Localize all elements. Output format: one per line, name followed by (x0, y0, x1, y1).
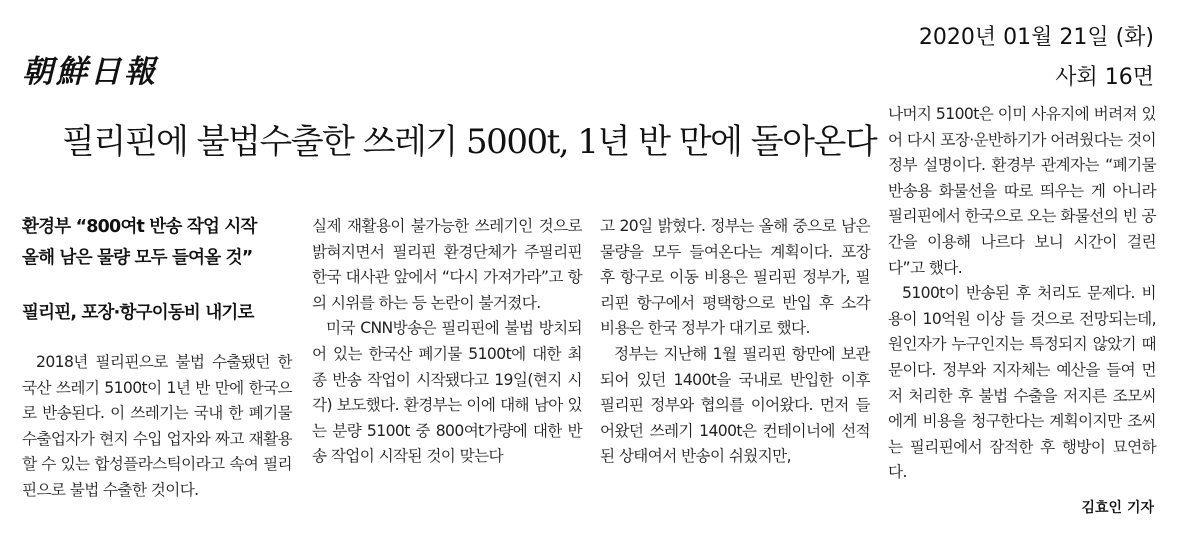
paragraph: 나머지 5100t은 이미 사유지에 버려져 있어 다시 포장·운반하기가 어려웠다는 것이 정부 설명이다. 환경부 관계자는 “폐기물 반송용 화물선을 따로 띄우는 게 아니라 필리핀에서 한국으로 오는 화물선의 빈 공간을 이용해 나르다 보니 시간이 걸린다”고 했다. (888, 105, 1156, 277)
paragraph: 실제 재활용이 불가능한 쓰레기인 것으로 밝혀지면서 필리핀 환경단체가 주필리핀 한국 대사관 앞에서 “다시 가져가라”고 항의 시위를 하는 등 논란이 불거졌다. (312, 217, 582, 312)
paragraph: 정부는 지난해 1월 필리핀 항만에 보관되어 있던 1400t을 국내로 반입한 이후 필리핀 정부와 협의를 이어왔다. 먼저 들어왔던 쓰레기 1400t은 컨테이너에 선적된 상태여서 반송이 쉬웠지만, (600, 344, 870, 466)
paragraph: 미국 CNN방송은 필리핀에 불법 방치되어 있는 한국산 폐기물 5100t에 대한 최종 반송 작업이 시작됐다고 19일(현지 시각) 보도했다. 환경부는 이에 대해 남아 있는 분량 5100t 중 800여t가량에 대한 반송 작업이 시작된 것이 맞는다 (312, 319, 582, 466)
newspaper-masthead: 朝鮮日報 (22, 54, 158, 90)
subheadline-line-2: 올해 남은 물량 모두 들여올 것” (22, 248, 253, 268)
section-page: 사회 16면 (1055, 65, 1154, 90)
publication-date: 2020년 01월 21일 (화) (918, 25, 1154, 50)
article-column-2 (312, 214, 582, 470)
subheadline-line-1: 환경부 “800여t 반송 작업 시작 (22, 217, 257, 237)
article-column-4 (888, 102, 1156, 486)
subheadline-primary (22, 212, 297, 274)
paragraph: 고 20일 밝혔다. 정부는 올해 중으로 남은 물량을 모두 들여온다는 계획이다. 포장 후 항구로 이동 비용은 필리핀 정부가, 필리핀 항구에서 평택항으로 반입 후 소각 비용은 한국 정부가 대기로 했다. (600, 217, 870, 338)
article-column-1 (22, 350, 292, 504)
article-headline: 필리핀에 불법수출한 쓰레기 5000t, 1년 반 만에 돌아온다 (62, 122, 877, 162)
paragraph: 2018년 필리핀으로 불법 수출됐던 한국산 쓰레기 5100t이 1년 반 만에 한국으로 반송된다. 이 쓰레기는 국내 한 폐기물 수출업자가 현지 수입 업자와 짜고 재활용할 수 있는 합성플라스틱이라고 속여 필리핀으로 불법 수출한 것이다. (22, 353, 292, 499)
reporter-byline: 김효인 기자 (1081, 500, 1154, 516)
paragraph: 5100t이 반송된 후 처리도 문제다. 비용이 10억원 이상 들 것으로 전망되는데, 원인자가 누구인지는 특정되지 않았기 때문이다. 정부와 지자체는 예산을 들여 먼저 처리한 후 불법 수출을 저지른 조모씨에게 비용을 청구한다는 계획이지만 조씨는 필리핀에서 잠적한 후 행방이 묘연하다. (888, 284, 1156, 482)
subheadline-secondary: 필리핀, 포장·항구이동비 내기로 (22, 303, 254, 323)
article-column-3 (600, 214, 870, 470)
